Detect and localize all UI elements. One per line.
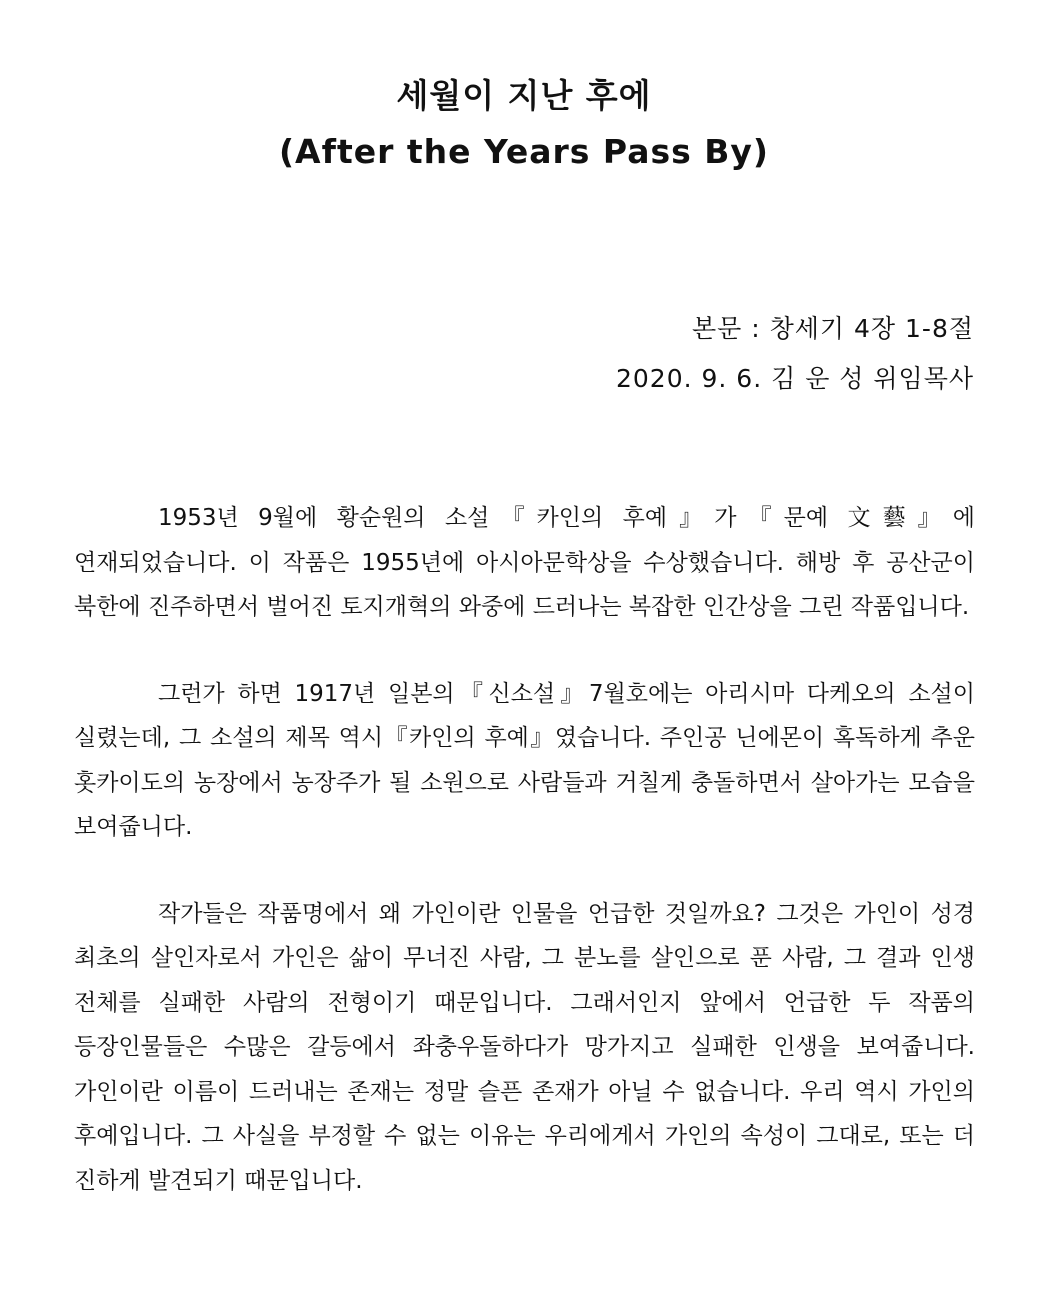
- sermon-body: [74, 496, 975, 1245]
- paragraph: 작가들은 작품명에서 왜 가인이란 인물을 언급한 것일까요? 그것은 가인이 성경 최초의 살인자로서 가인은 삶이 무너진 사람, 그 분노를 살인으로 푼 사람, 그 결과 인생 전체를 실패한 사람의 전형이기 때문입니다. 그래서인지 앞에서 언급한 두 작품의 등장인물들은 수많은 갈등에서 좌충우돌하다가 망가지고 실패한 인생을 보여줍니다. 가인이란 이름이 드러내는 존재는 정말 슬픈 존재가 아닐 수 없습니다. 우리 역시 가인의 후예입니다. 그 사실을 부정할 수 없는 이유는 우리에게서 가인의 속성이 그대로, 또는 더 진하게 발견되기 때문입니다.: [74, 900, 975, 1194]
- title-english: (After the Years Pass By): [278, 132, 770, 171]
- paragraph: 그런가 하면 1917년 일본의『신소설』7월호에는 아리시마 다케오의 소설이 실렸는데, 그 소설의 제목 역시『카인의 후예』였습니다. 주인공 닌에몬이 혹독하게 추운 홋카이도의 농장에서 농장주가 될 소원으로 사람들과 거칠게 충돌하면서 살아가는 모습을 보여줍니다.: [74, 680, 975, 840]
- scripture-reference: 본문 : 창세기 4장 1-8절: [692, 314, 974, 343]
- sermon-meta: [616, 304, 974, 404]
- paragraph: 1953년 9월에 황순원의 소설『카인의 후예』가『문예 文藝』에 연재되었습니다. 이 작품은 1955년에 아시아문학상을 수상했습니다. 해방 후 공산군이 북한에 진주하면서 벌어진 토지개혁의 와중에 드러나는 복잡한 인간상을 그린 작품입니다.: [74, 505, 975, 620]
- date-and-author: 2020. 9. 6. 김 운 성 위임목사: [615, 364, 974, 393]
- sermon-title: [0, 68, 1048, 180]
- title-korean: 세월이 지난 후에: [396, 76, 652, 115]
